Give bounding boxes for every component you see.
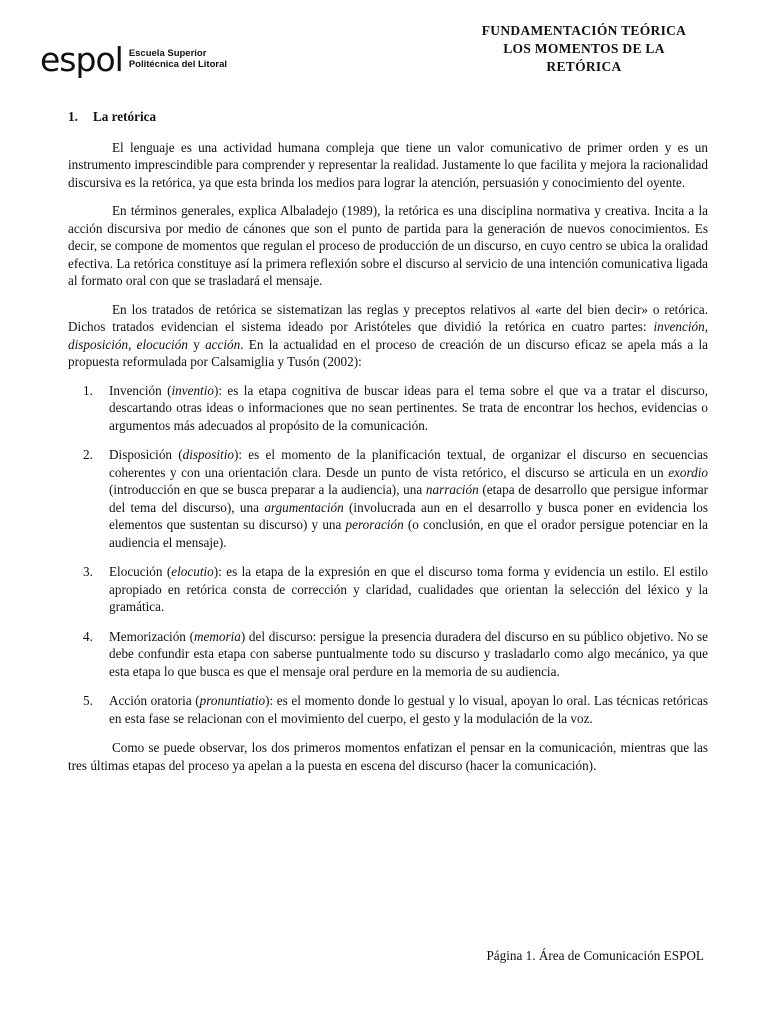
para3-text-2: y: [187, 336, 206, 352]
para3-text-3: . En la actualidad en el proceso de creación de un discurso eficaz se apela más a la propuesta reformulada por Calsamiglia y Tusón (2002):: [68, 336, 709, 369]
list-text: Disposición (: [109, 447, 183, 462]
para3-text-1: En los tratados de retórica se sistematizan las reglas y preceptos relativos al «arte del bien decir» o retórica. Dichos tratados evidencian el sistema ideado por Aristóteles que dividió la retórica en cuatro partes:: [68, 301, 708, 334]
list-term: dispositio: [182, 447, 234, 462]
espol-logo: [40, 41, 227, 77]
term-exordio: exordio: [668, 464, 708, 480]
title-line-1: FUNDAMENTACIÓN TEÓRICA: [481, 23, 687, 38]
section-heading: [68, 108, 708, 126]
title-line-3: RETÓRICA: [546, 59, 622, 74]
list-item-elocutio: [68, 563, 708, 616]
list-text: Elocución (: [109, 564, 172, 579]
rhetoric-stages-list: [68, 382, 708, 728]
list-term: memoria: [193, 628, 241, 644]
section-title: La retórica: [93, 109, 157, 124]
para3-italic-1: invención, disposición, elocución: [68, 319, 708, 352]
espol-logo-text: [129, 48, 227, 70]
term-narracion: narración: [425, 482, 479, 497]
list-text: (etapa de desarrollo que persigue informar del tema del discurso), una: [109, 482, 708, 515]
list-term: pronuntiatio: [199, 693, 266, 708]
list-text: ): es la etapa cognitiva de buscar ideas para el tema sobre el que va a tratar el discurso, descartando otras ideas o informaciones que no sean pertinentes. Se trata de encontrar los hechos, evidencias o argumentos más adecuados al propósito de la comunicación.: [109, 382, 708, 433]
list-text: ): es el momento de la planificación textual, de organizar el discurso en secuencias coherentes y con una orientación clara. Desde un punto de vista retórico, el discurso se articula en un: [109, 447, 708, 480]
document-title: [450, 22, 718, 76]
list-text: Invención (: [109, 382, 172, 398]
term-peroracion: peroración: [345, 517, 404, 532]
closing-paragraph: Como se puede observar, los dos primeros momentos enfatizan el pensar en la comunicación, mientras que las tres últimas etapas del proceso ya apelan a la puesta en escena del discurso (hacer la comunicación).: [68, 740, 708, 773]
list-term: inventio: [171, 382, 214, 398]
term-argumentacion: argumentación: [264, 499, 344, 515]
list-item-memoria: [68, 628, 708, 681]
title-line-2: LOS MOMENTOS DE LA: [503, 41, 665, 56]
list-number: 1.: [83, 382, 93, 398]
list-text: ) del discurso: persigue la presencia duradera del discurso en su público objetivo. No se debe confundir esta etapa con saberse puntualmente todo su discurso y trasladarlo como algo mecánico, ya que esta etapa lo que busca es que el mensaje oral perdure en la memoria de su audiencia.: [109, 628, 708, 679]
list-item-dispositio: [68, 446, 708, 551]
espol-logo-mark: espol: [40, 39, 123, 79]
paragraph-2: En términos generales, explica Albaladejo (1989), la retórica es una disciplina normativa y creativa. Incita a la acción discursiva por medio de cánones que son el punto de partida para la generación de nuevos conocimientos. Es decir, se compone de momentos que regulan el proceso de producción de un discurso, en cuyo centro se ubica la oralidad efectiva. La retórica constituye así la primera reflexión sobre el discurso al servicio de una intención comunicativa ligada al formato oral con que se trasladará el mensaje.: [68, 203, 708, 288]
list-text: ): es el momento donde lo gestual y lo visual, apoyan lo oral. Las técnicas retóricas en esta fase se relacionan con el movimiento del cuerpo, el gesto y la modulación de la voz.: [109, 693, 708, 726]
list-text: (introducción en que se busca preparar a la audiencia), una: [109, 482, 426, 497]
logo-line-2: Politécnica del Litoral: [128, 59, 228, 70]
list-term: elocutio: [171, 564, 214, 579]
list-text: (involucrada aun en el desarrollo y busca poner en evidencia los elementos que sustentan su discurso) y una: [109, 499, 708, 532]
paragraph-1: El lenguaje es una actividad humana compleja que tiene un valor comunicativo de primer orden y es un instrumento imprescindible para comprender y representar la realidad. Justamente lo que facilita y mejora la racionalidad discursiva es la retórica, ya que esta brinda los medios para lograr la atención, persuasión y conocimiento del oyente.: [68, 139, 708, 190]
section-number: 1.: [68, 109, 78, 124]
list-number: 5.: [83, 693, 93, 708]
list-text: (o conclusión, en que el orador persigue potenciar en la audiencia el mensaje).: [109, 517, 708, 550]
document-body: [68, 108, 708, 785]
paragraph-3: [68, 301, 708, 371]
logo-line-1: Escuela Superior: [128, 48, 207, 59]
page-footer: Página 1. Área de Comunicación ESPOL: [486, 948, 704, 963]
list-text: ): es la etapa de la expresión en que el discurso toma forma y evidencia un estilo. El estilo apropiado en retórica consta de corrección y claridad, cualidades que orientan la selección del léxico y la gramática.: [109, 564, 708, 614]
list-item-pronuntiatio: [68, 692, 708, 727]
list-item-inventio: [68, 382, 708, 435]
para3-italic-2: acción: [205, 336, 241, 352]
list-text: Memorización (: [109, 628, 194, 644]
list-number: 4.: [83, 628, 93, 644]
list-number: 3.: [83, 564, 93, 579]
list-text: Acción oratoria (: [109, 693, 200, 708]
list-number: 2.: [83, 447, 93, 462]
